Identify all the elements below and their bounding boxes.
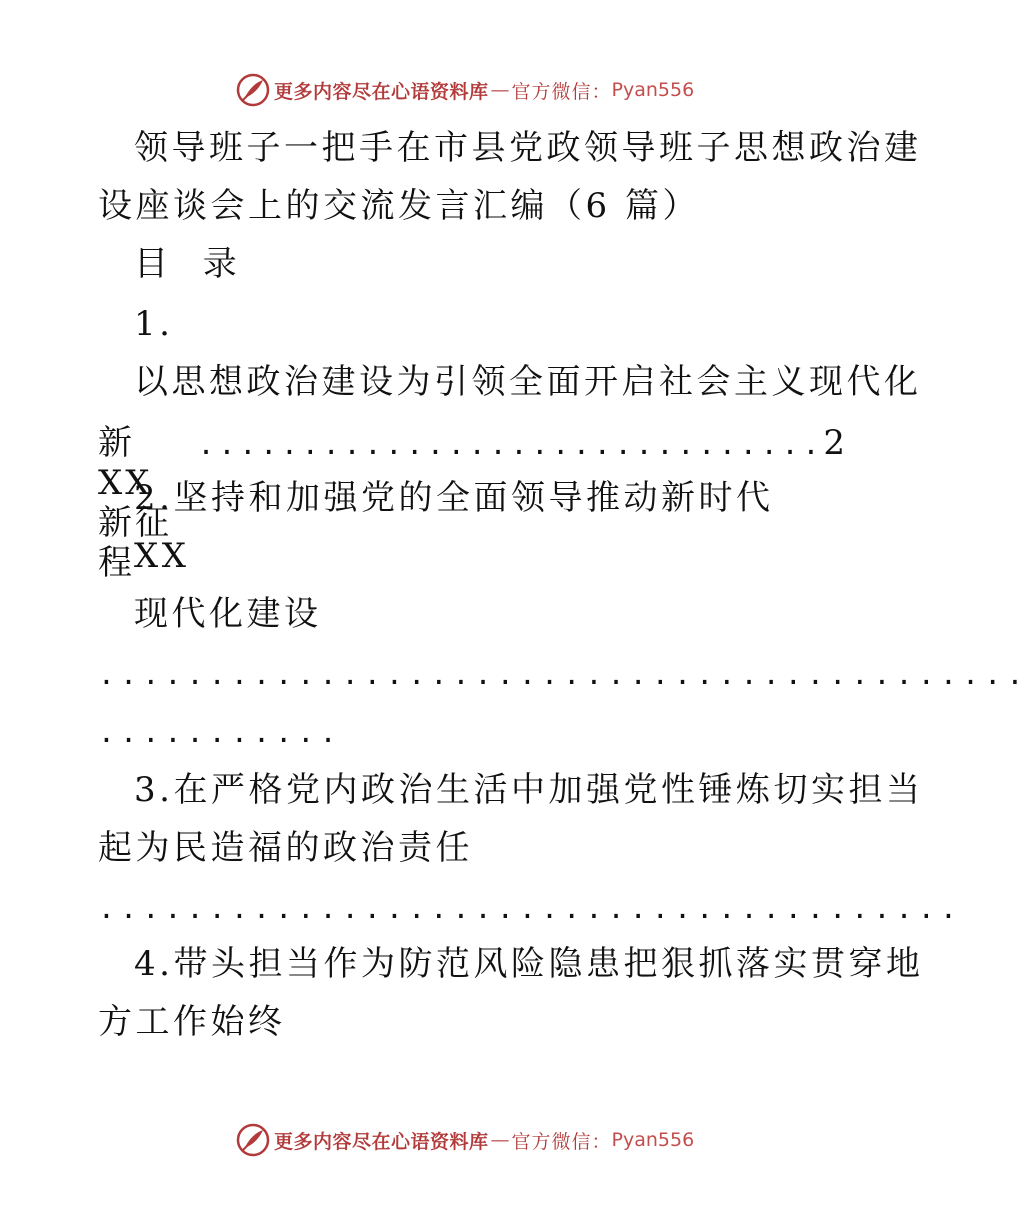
watermark-banner-top xyxy=(236,72,694,108)
toc-item-4-line-1: 4.带头担当作为防范风险隐患把狠抓落实贯穿地 xyxy=(134,944,924,984)
toc-heading: 目 录 xyxy=(134,244,249,284)
quill-logo-icon xyxy=(236,73,270,107)
toc-item-4-line-2: 方工作始终 xyxy=(98,1002,286,1042)
toc-item-1-number: 1. xyxy=(134,304,174,344)
toc-item-2-leader-dots-1: .......................................... xyxy=(98,658,1029,691)
watermark-sub-text: 官方微信： xyxy=(511,80,612,103)
watermark-main-text: 更多内容尽在心语资料库 xyxy=(274,80,489,103)
toc-item-2-line-2: XX xyxy=(134,536,190,576)
document-title-line-1: 领导班子一把手在市县党政领导班子思想政治建 xyxy=(134,128,922,168)
toc-item-2-line-3: 现代化建设 xyxy=(134,594,322,634)
watermark-wechat-id: Pyan556 xyxy=(611,79,695,101)
toc-item-3-line-2: 起为民造福的政治责任 xyxy=(98,828,473,868)
toc-item-1-line-1: 以思想政治建设为引领全面开启社会主义现代化 xyxy=(134,362,922,402)
watermark-separator: — xyxy=(490,1129,510,1151)
document-title-line-2: 设座谈会上的交流发言汇编（6 篇） xyxy=(98,186,700,226)
watermark-banner-bottom xyxy=(236,1122,694,1158)
toc-item-2-leader-dots-2: ........... xyxy=(98,716,342,749)
toc-item-1-leader-dots: .............................. xyxy=(197,428,824,461)
toc-item-2-line-1: 2.坚持和加强党的全面领导推动新时代 xyxy=(134,478,774,518)
watermark-sub-text: 官方微信： xyxy=(511,1130,612,1153)
quill-logo-icon xyxy=(236,1123,270,1157)
watermark-main-text: 更多内容尽在心语资料库 xyxy=(274,1130,489,1153)
toc-item-3-leader-dots: ....................................... xyxy=(98,892,963,925)
toc-item-3-line-1: 3.在严格党内政治生活中加强党性锤炼切实担当 xyxy=(134,770,924,810)
watermark-wechat-id: Pyan556 xyxy=(611,1129,695,1151)
watermark-separator: — xyxy=(490,79,510,101)
toc-item-1-page-number: 2 xyxy=(823,423,848,463)
toc-item-1-title-end: 新 XX 新征程 xyxy=(98,423,172,583)
